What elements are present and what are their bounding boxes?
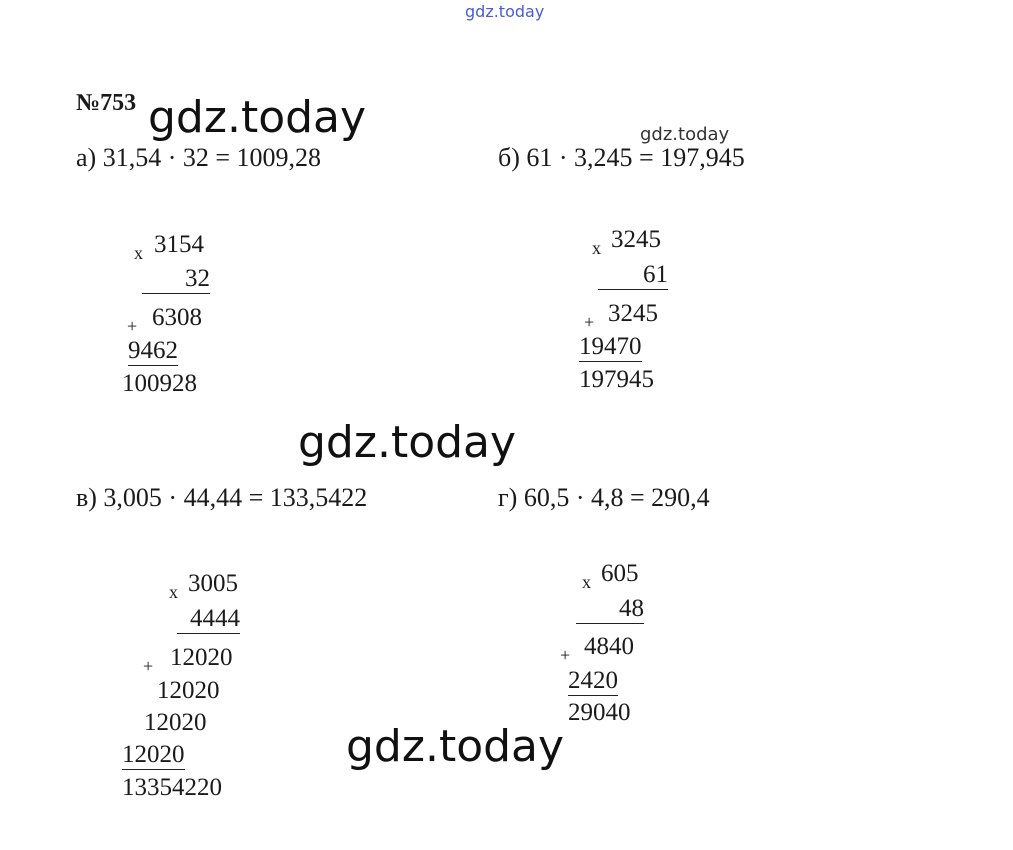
watermark-large: gdz.today [148, 92, 367, 143]
multiply-sign: х [582, 572, 591, 592]
equation-d: г) 60,5 · 4,8 = 290,4 [498, 483, 710, 512]
partial-product: 2420 [568, 667, 618, 694]
partial-product: 9462 [128, 337, 178, 364]
multiplier: 61 [598, 261, 668, 290]
equation-b: б) 61 · 3,245 = 197,945 [498, 143, 745, 172]
partial-product: 12020 [144, 709, 207, 736]
result: 197945 [579, 366, 654, 393]
add-sign: + [127, 316, 138, 336]
equation-c: в) 3,005 · 44,44 = 133,5422 [76, 483, 368, 512]
add-sign: + [143, 656, 154, 676]
partial-product: 12020 [157, 677, 220, 704]
multiply-sign: х [169, 582, 178, 602]
partial-product: 6308 [152, 304, 202, 331]
equation-a: а) 31,54 · 32 = 1009,28 [76, 143, 322, 172]
partial-product: 12020 [122, 741, 185, 768]
multiply-sign: х [592, 238, 601, 258]
partial-product: 19470 [579, 333, 642, 360]
add-sign: + [560, 645, 571, 665]
multiplier: 4444 [177, 605, 240, 634]
multiplier: 48 [576, 595, 644, 624]
multiplicand: 605 [601, 560, 639, 587]
partial-product: 4840 [584, 633, 634, 660]
partial-product: 3245 [608, 300, 658, 327]
result: 13354220 [122, 774, 222, 801]
multiplicand: 3245 [611, 226, 661, 253]
multiplicand: 3005 [188, 570, 238, 597]
watermark-small: gdz.today [640, 124, 730, 145]
add-sign: + [584, 312, 595, 332]
multiplicand: 3154 [154, 231, 204, 258]
partial-product: 12020 [170, 644, 233, 671]
multiplier: 32 [142, 265, 210, 294]
watermark-large: gdz.today [346, 721, 565, 772]
watermark-large: gdz.today [298, 417, 517, 468]
result: 100928 [122, 370, 197, 397]
problem-number: №753 [76, 90, 137, 116]
watermark-top: gdz.today [465, 2, 545, 21]
multiply-sign: х [134, 243, 143, 263]
result: 29040 [568, 699, 631, 726]
